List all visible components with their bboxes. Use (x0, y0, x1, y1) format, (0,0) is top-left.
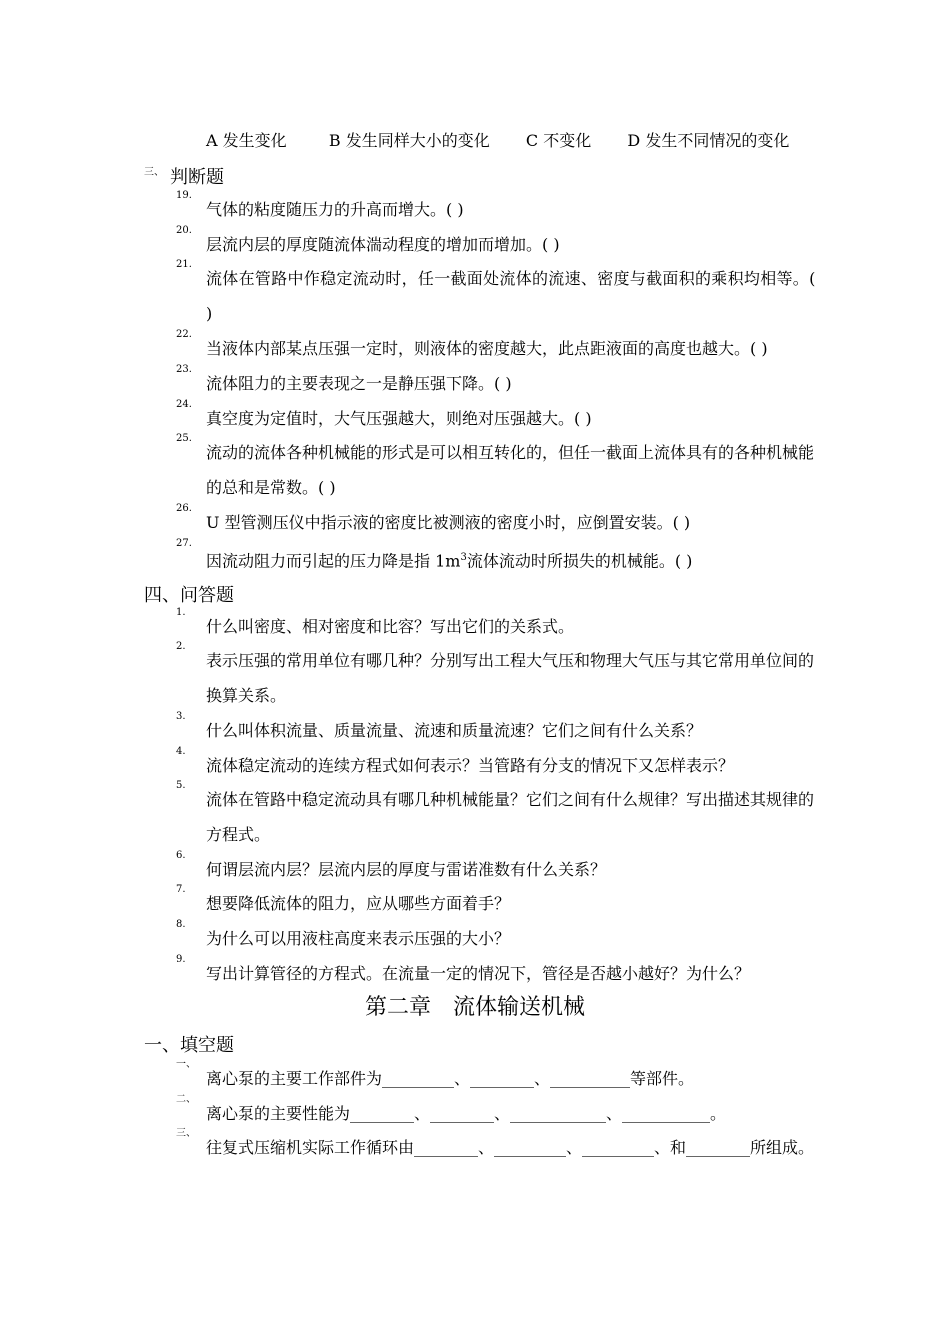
item-number: 二、 (176, 1094, 196, 1105)
section-qa-title: 四、问答题 (144, 585, 234, 606)
item-text: 何谓层流内层？层流内层的厚度与雷诺准数有什么关系？ (206, 860, 607, 879)
qa-item-6 (176, 852, 816, 887)
item-text: 想要降低流体的阻力，应从哪些方面着手？ (206, 894, 511, 913)
section-qa-heading (144, 581, 234, 607)
item-text: 流体在管路中稳定流动具有哪几种机械能量？它们之间有什么规律？写出描述其规律的方程式。 (206, 790, 815, 844)
judge-item-25 (176, 435, 816, 505)
section-judge-number: 三、 (144, 167, 164, 178)
qa-item-3 (176, 713, 816, 748)
qa-item-2 (176, 643, 816, 713)
judge-item-23 (176, 366, 816, 401)
item-text: U 型管测压仪中指示液的密度比被测液的密度小时，应倒置安装。( ) (206, 513, 691, 532)
judge-item-27 (176, 540, 816, 578)
chapter-title: 第二章 流体输送机械 (364, 995, 585, 1020)
item-text: 离心泵的主要工作部件为_________、________、__________等部件。 (206, 1069, 695, 1088)
fill-item-3 (176, 1130, 816, 1165)
item-number: 8. (176, 919, 186, 930)
item-text: 什么叫体积流量、质量流量、流速和质量流速？它们之间有什么关系？ (206, 721, 703, 740)
item-text: 为什么可以用液柱高度来表示压强的大小？ (206, 929, 511, 948)
judge-item-24 (176, 401, 816, 436)
item-number: 27. (176, 538, 192, 549)
item-text: 流体稳定流动的连续方程式如何表示？当管路有分支的情况下又怎样表示？ (206, 756, 735, 775)
fill-item-2 (176, 1096, 816, 1131)
item-number: 24. (176, 399, 192, 410)
judge-item-22 (176, 331, 816, 366)
qa-item-9 (176, 956, 816, 991)
item-text: 流体在管路中作稳定流动时，任一截面处流体的流速、密度与截面积的乘积均相等。( ) (206, 269, 816, 323)
item-text: 当液体内部某点压强一定时，则液体的密度越大，此点距液面的高度也越大。( ) (206, 339, 768, 358)
item-text: 流动的流体各种机械能的形式是可以相互转化的，但任一截面上流体具有的各种机械能的总和是常数。( ) (206, 443, 815, 497)
item-number: 4. (176, 746, 186, 757)
choice-options-line (206, 128, 789, 151)
item-number: 5. (176, 780, 186, 791)
item-number: 三、 (176, 1128, 196, 1139)
item-text: 层流内层的厚度随流体湍动程度的增加而增加。( ) (206, 235, 560, 254)
item-number: 2. (176, 641, 186, 652)
item-number: 23. (176, 364, 192, 375)
judge-item-20 (176, 227, 816, 262)
item-number: 7. (176, 884, 186, 895)
section-judge-title: 判断题 (170, 167, 224, 188)
option-a: A 发生变化 (206, 131, 287, 150)
section-fill-title: 一、填空题 (144, 1035, 234, 1056)
item-text: 写出计算管径的方程式。在流量一定的情况下，管径是否越小越好？为什么？ (206, 964, 751, 983)
item-number: 20. (176, 225, 192, 236)
item-text: 因流动阻力而引起的压力降是指 $1m^3$流体流动时所损失的机械能。( ) (206, 551, 693, 571)
option-c: C 不变化 (525, 131, 592, 150)
item-number: 6. (176, 850, 186, 861)
item-number: 25. (176, 433, 192, 444)
item-number: 1. (176, 607, 186, 618)
item-number: 26. (176, 503, 192, 514)
item-number: 22. (176, 329, 192, 340)
item-number: 3. (176, 711, 186, 722)
item-text: 往复式压缩机实际工作循环由________、_________、_________、和________所组成。 (206, 1138, 815, 1157)
section-fill-heading (144, 1031, 234, 1057)
qa-item-1 (176, 609, 816, 644)
judge-item-21 (176, 261, 816, 331)
qa-item-5 (176, 782, 816, 852)
judge-item-19 (176, 192, 816, 227)
item-number: 21. (176, 259, 192, 270)
option-b: B 发生同样大小的变化 (328, 131, 490, 150)
item-text: 什么叫密度、相对密度和比容？写出它们的关系式。 (206, 617, 575, 636)
item-text: 离心泵的主要性能为________、________、____________、___________。 (206, 1104, 727, 1123)
judge-item-26 (176, 505, 816, 540)
qa-item-7 (176, 886, 816, 921)
item-text: 表示压强的常用单位有哪几种？分别写出工程大气压和物理大气压与其它常用单位间的换算关系。 (206, 651, 815, 705)
item-number: 9. (176, 954, 186, 965)
item-text: 流体阻力的主要表现之一是静压强下降。( ) (206, 374, 512, 393)
qa-item-4 (176, 748, 816, 783)
fill-item-1 (176, 1061, 816, 1096)
qa-item-8 (176, 921, 816, 956)
item-number: 19. (176, 190, 192, 201)
item-text: 真空度为定值时，大气压强越大，则绝对压强越大。( ) (206, 409, 592, 428)
superscript: 3 (460, 552, 467, 563)
item-number: 一、 (176, 1059, 196, 1070)
item-text: 气体的粘度随压力的升高而增大。( ) (206, 200, 464, 219)
option-d: D 发生不同情况的变化 (627, 131, 790, 150)
